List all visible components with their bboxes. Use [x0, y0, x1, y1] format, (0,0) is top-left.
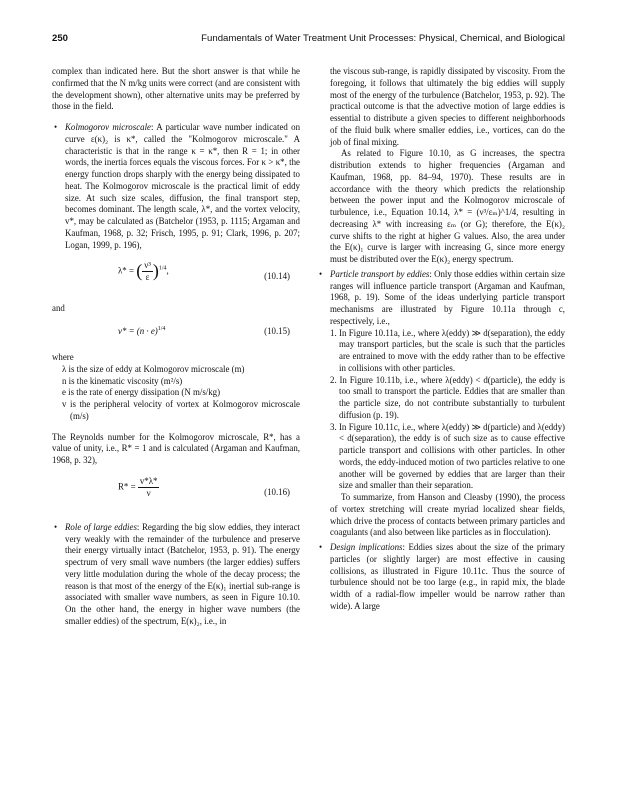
bullet-label: Role of large eddies — [65, 521, 137, 532]
paragraph: complex than indicated here. But the short answer is that while he confirmed that the N m/kg units were correct (and are consistent with the development shown), other alternative units may be preferred by those in the field. — [52, 66, 300, 112]
fraction-denominator: ε — [145, 272, 150, 283]
equation-lhs: λ* = — [118, 265, 134, 276]
paragraph: The Reynolds number for the Kolmogorov microscale, R*, has a value of unity, i.e., R* = 1 and is calculated (Argaman and Kaufman, 1968, p. 32), — [52, 431, 300, 465]
where-item: v is the peripheral velocity of vortex at Kolmogorov microscale (m/s) — [62, 399, 300, 421]
running-header — [52, 33, 565, 47]
where-item: n is the kinematic viscosity (m²/s) — [62, 375, 183, 386]
list-item: 1. In Figure 10.11a, i.e., where λ(eddy) ≫ d(separation), the eddy may transport particles, but the scale is such that the particles are entrained to move with the eddy rather than to be effective in collisions with other particles. — [330, 327, 565, 373]
equation-formula — [118, 476, 159, 499]
bullet-text: : Eddies sizes about the size of the primary particles (or slightly larger) are most effective in causing collisions, as illustrated in Figure 10.11c. Thus the source of turbulence should not be too large (e.g., in rapid mix, the blade width of a radial-flow impeller would be narrow rather than wide). A large — [330, 542, 565, 611]
paragraph: To summarize, from Hanson and Cleasby (1990), the process of vortex stretching will create myriad localized shear fields, which drive the process of contacts between primary particles and coagulants (and also between like particles as in flocculation). — [330, 492, 565, 538]
bullet-design-implications — [317, 542, 565, 613]
where-heading: where — [52, 352, 74, 362]
where-item: λ is the size of eddy at Kolmogorov microscale (m) — [62, 363, 245, 374]
bullet-label: Particle transport by eddies — [330, 268, 430, 279]
bullet-particle-transport — [317, 269, 565, 328]
equation-number: (10.16) — [264, 486, 290, 497]
equation-lhs: R* = — [118, 481, 136, 492]
bullet-label: Kolmogorov microscale — [65, 122, 151, 132]
numbered-list — [317, 328, 565, 540]
paragraph: As related to Figure 10.10, as G increases, the spectra distribution extends to higher frequencies (Argaman and Kaufman, 1968, pp. 84–94, 1970). These results are in accordance with the theory which predicts the relationship between the power input and the Kolmogorov microscale of turbulence, i.e., Equation 10.14, λ* = (ν³/εₘ)^1/4, resulting in decreasing λ* with increasing εₘ (or G); therefore, the E(κ)₂ curve shifts to the right at higher G values. Also, the area under the E(κ)₁ curve is larger with increasing G, since more energy must be distributed over the E(κ)₂ energy spectrum. — [330, 148, 565, 264]
bullet-role-of-large-eddies — [52, 522, 300, 628]
list-item: 2. In Figure 10.11b, i.e., where λ(eddy) < d(particle), the eddy is too small to transport the particle. Eddies that are smaller than the particle size, do not contribute substantially to turbulent diffusion (p. 19). — [330, 374, 565, 420]
bullet-text: : Regarding the big slow eddies, they interact very weakly with the remainder of the turbulence and preserve their energy virtually intact (Batchelor, 1953, p. 91). The energy spectrum of very small wave numbers (the larger eddies) suffers very little modulation during the whole of the decay process; the reason is that most of the energy of the E(κ)₁ inertial sub-range is associated with smaller wave numbers, as seen in Figure 10.10. On the other hand, the energy in higher wave numbers (the smaller eddies) of the spectrum, E(κ)₂, i.e., in — [65, 521, 300, 626]
equation-10-14 — [52, 257, 300, 297]
bullet-label: Design implications — [330, 542, 403, 552]
equation-formula — [118, 326, 165, 338]
where-list — [52, 352, 300, 423]
exponent: 1/4 — [158, 265, 167, 272]
running-title: Fundamentals of Water Treatment Unit Processes: Physical, Chemical, and Biological — [201, 33, 565, 44]
equation-formula: λ* = ( $\frac{\text{ν³}}{\varepsilon}$ )$^{1/4}$, — [118, 260, 169, 283]
fraction-denominator: ν — [146, 487, 151, 498]
bullet-text: : Only those eddies within certain size ranges will influence particle transport (Argaman and Kaufman, 1968, p. 19). Some of the ideas underlying particle transport mechanisms are illustrated by Figure 10.11a through c, respectively, i.e., — [330, 268, 565, 326]
paragraph: the viscous sub-range, is rapidly dissipated by viscosity. From the foregoing, it follows that ultimately the big eddies will supply most of the energy of the turbulence (Batchelor, 1953, p. 92). The practical outcome is that the advective motion of large eddies is essential to distribute a given species to different neighborhoods of the fluid bulk where smaller eddies, i.e., vortices, can do the job of final mixing. — [330, 66, 565, 147]
left-column — [52, 66, 300, 628]
equation-10-15 — [52, 321, 300, 345]
fraction-numerator: ν³ — [144, 260, 151, 271]
equation-number: (10.14) — [264, 271, 290, 282]
equation-10-16 — [52, 473, 300, 513]
bullet-kolmogorov-microscale — [52, 122, 300, 251]
where-item: e is the rate of energy dissipation (N m/s/kg) — [62, 387, 221, 398]
equation-number: (10.15) — [264, 326, 290, 336]
bullet-text: : A particular wave number indicated on curve ε(κ)₂ is κ*, called the "Kolmogorov microscale." A characteristic is that in the range κ = κ*, then R = 1; in other words, the inertia forces equals the viscous forces. For κ > κ*, the energy function drops sharply with the energy being dissipated to heat. The Kolmogorov microscale is the practical limit of eddy size. At such size scales, diffusion, the final transport step, becomes dominant. The length scale, λ*, and the vortex velocity, v*, may be calculated as (Batchelor (1953, p. 1115; Argaman and Kaufman, 1968, p. 32; Frisch, 1995, p. 91; Clark, 1996, p. 207; Logan, 1999, p. 196), — [65, 122, 301, 250]
exponent: 1/4 — [157, 326, 166, 332]
connector-word: and — [52, 303, 65, 314]
page-number: 250 — [52, 33, 69, 44]
right-column — [317, 66, 565, 613]
equation-body: v* = (n · e) — [118, 326, 158, 336]
list-item: 3. In Figure 10.11c, i.e., where λ(eddy) ≫ d(particle) and λ(eddy) < d(separation), the eddy is of such size as to cause effective particle transport and collisions with other particles. In other words, the eddy-induced motion of two particles relative to one another will be governed by eddies that are larger than their size and smaller than their separation. — [330, 421, 565, 491]
fraction-numerator: v*λ* — [139, 475, 158, 486]
